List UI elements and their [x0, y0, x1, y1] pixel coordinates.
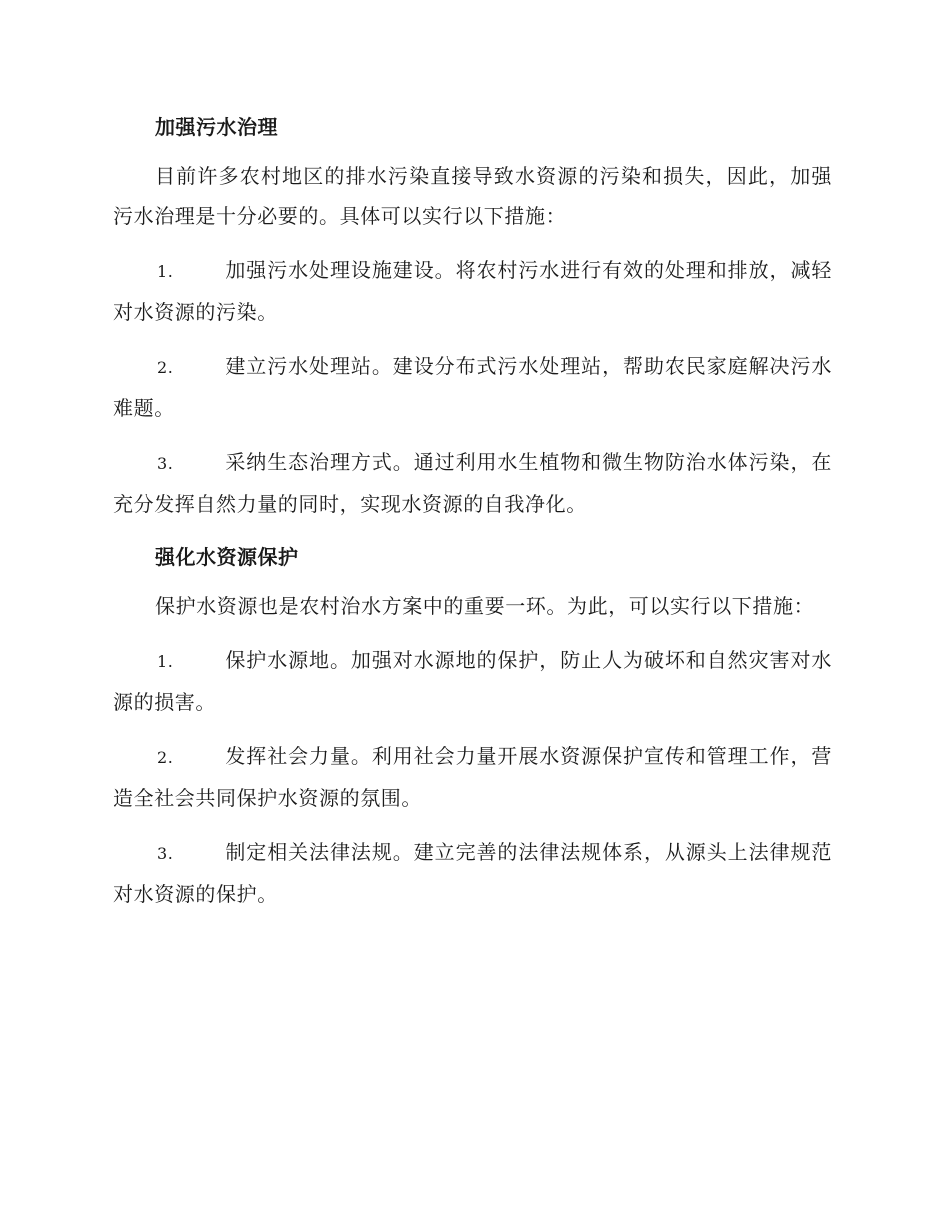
list-item-number: 1. [157, 652, 174, 671]
list-item-number: 3. [157, 454, 174, 473]
list-item-number: 1. [157, 262, 174, 281]
list-item-number: 2. [157, 358, 174, 377]
list-item-number: 3. [157, 844, 174, 863]
section-intro: 目前许多农村地区的排水污染直接导致水资源的污染和损失，因此，加强污水治理是十分必要的。具体可以实行以下措施： [113, 164, 832, 228]
list-item [113, 442, 832, 524]
list-item-text: 制定相关法律法规。建立完善的法律法规体系，从源头上法律规范对水资源的保护。 [113, 840, 832, 906]
list-item-text: 采纳生态治理方式。通过利用水生植物和微生物防治水体污染，在充分发挥自然力量的同时，实现水资源的自我净化。 [113, 450, 832, 516]
list-item [113, 640, 832, 722]
list-item-text: 加强污水处理设施建设。将农村污水进行有效的处理和排放，减轻对水资源的污染。 [113, 258, 832, 324]
list-item-text: 建立污水处理站。建设分布式污水处理站，帮助农民家庭解决污水难题。 [113, 354, 832, 420]
section-water-protection [113, 538, 832, 914]
list-item-text: 发挥社会力量。利用社会力量开展水资源保护宣传和管理工作，营造全社会共同保护水资源的氛围。 [113, 744, 832, 810]
list-item [113, 736, 832, 818]
section-sewage-treatment [113, 108, 832, 524]
list-item [113, 832, 832, 914]
section-intro: 保护水资源也是农村治水方案中的重要一环。为此，可以实行以下措施： [155, 594, 815, 618]
list-item [113, 346, 832, 428]
section-heading: 加强污水治理 [155, 115, 278, 139]
list-item-text: 保护水源地。加强对水源地的保护，防止人为破坏和自然灾害对水源的损害。 [113, 648, 832, 714]
list-item-number: 2. [157, 748, 174, 767]
section-heading: 强化水资源保护 [155, 545, 299, 569]
list-item [113, 250, 832, 332]
